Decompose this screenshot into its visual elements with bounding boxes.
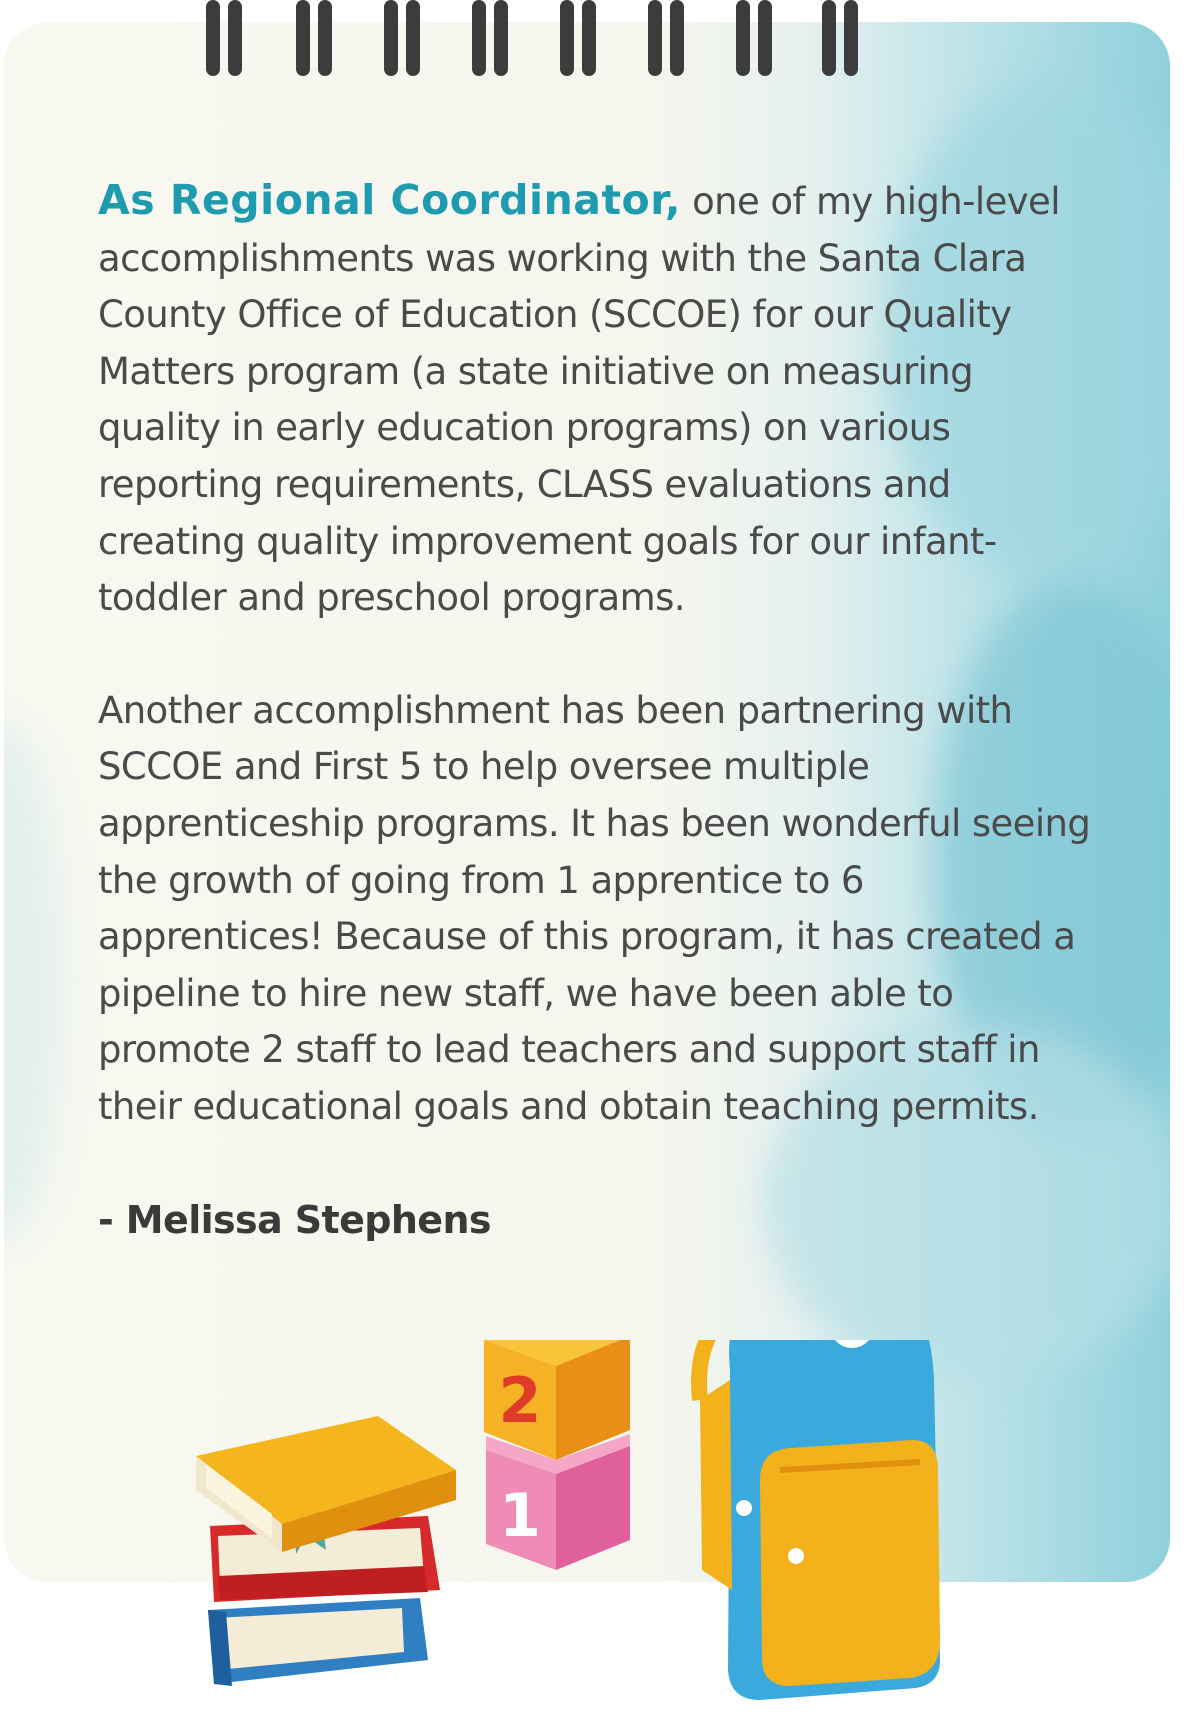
number-block-icon: [484, 1340, 630, 1570]
backpack-icon: [699, 1340, 940, 1700]
school-illustration: [0, 1340, 1200, 1721]
quote-lead: As Regional Coordinator,: [98, 176, 681, 224]
quote-body-1: one of my high-level accomplishments was working with the Santa Clara County Office of Education (SCCOE) for our Quality Matters program (a state initiative on measuring quality in early education programs) on various reporting requirements, CLASS evaluations and creating quality improvement goals for our infant-toddler and preschool programs.: [98, 180, 1060, 620]
block-number-1: 1: [499, 1481, 541, 1551]
quote-paragraph-2: Another accomplishment has been partnering with SCCOE and First 5 to help oversee multiple apprenticeship programs. It has been wonderful seeing the growth of going from 1 apprentice to 6 apprentices! Because of this program, it has created a pipeline to hire new staff, we have been able to promote 2 staff to lead teachers and support staff in their educational goals and obtain teaching permits.: [98, 688, 1091, 1128]
quote-text: [98, 172, 1098, 1248]
block-number-2: 2: [498, 1364, 542, 1437]
quote-paragraph-1: [98, 172, 1098, 627]
signature: - Melissa Stephens: [98, 1197, 491, 1242]
book-stack-icon: [196, 1416, 456, 1686]
